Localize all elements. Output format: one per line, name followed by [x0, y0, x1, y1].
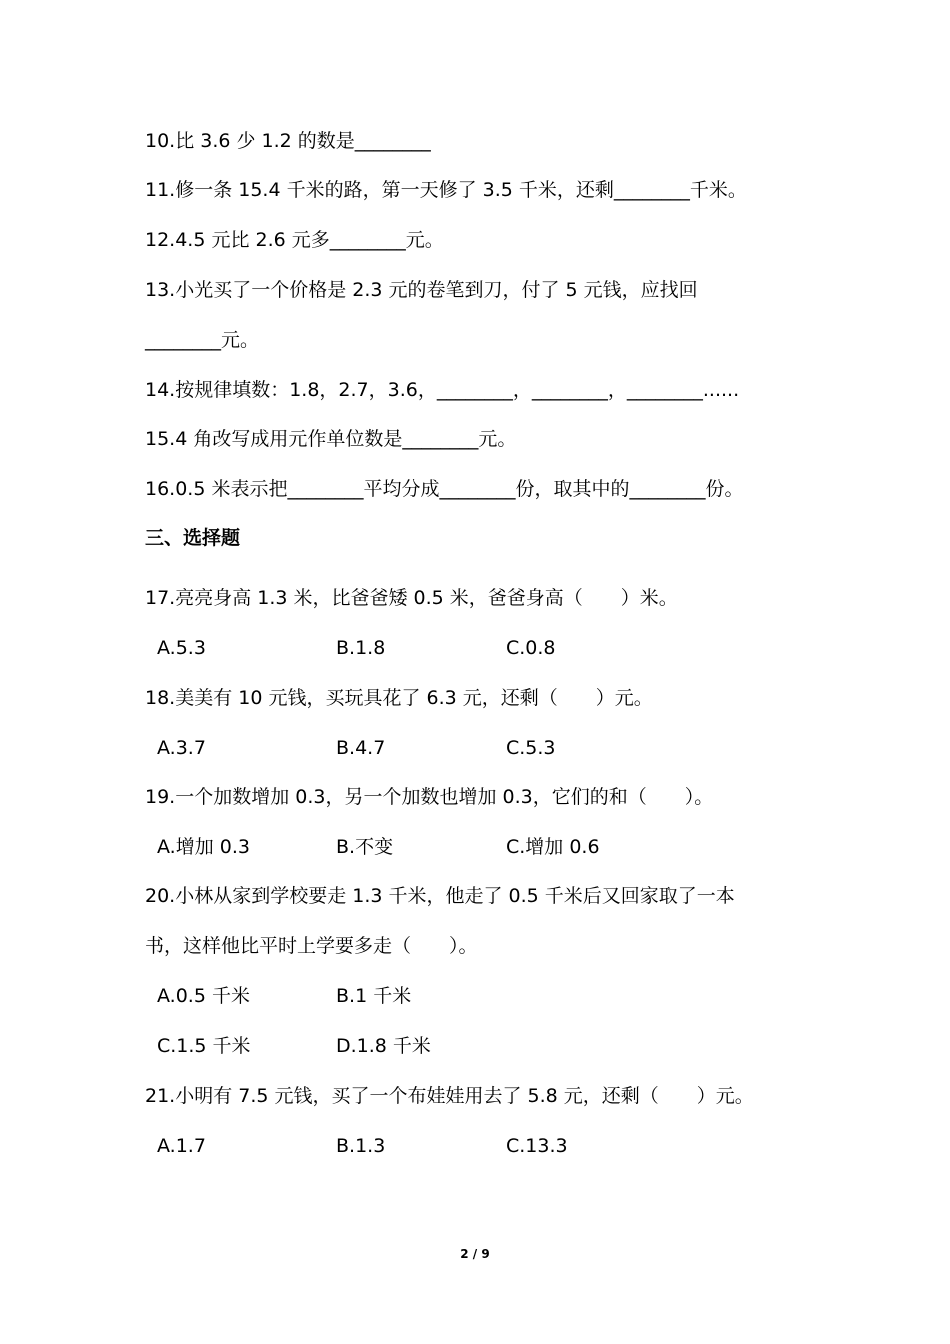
- q18-option-b: B.4.7: [336, 737, 386, 759]
- question-17: 17.亮亮身高 1.3 米，比爸爸矮 0.5 米，爸爸身高（ ）米。: [145, 587, 678, 609]
- q19-option-c: C.增加 0.6: [506, 836, 600, 858]
- question-18: 18.美美有 10 元钱，买玩具花了 6.3 元，还剩（ ）元。: [145, 687, 653, 709]
- q21-option-a: A.1.7: [157, 1135, 206, 1157]
- q18-option-c: C.5.3: [506, 737, 556, 759]
- q17-option-b: B.1.8: [336, 637, 386, 659]
- q21-option-c: C.13.3: [506, 1135, 568, 1157]
- page-number: 2 / 9: [460, 1247, 490, 1261]
- section-heading: 三、选择题: [145, 527, 241, 549]
- q19-option-a: A.增加 0.3: [157, 836, 250, 858]
- question-20-line-1: 20.小林从家到学校要走 1.3 千米，他走了 0.5 千米后又回家取了一本: [145, 885, 735, 907]
- question-15: 15.4 角改写成用元作单位数是________元。: [145, 428, 517, 450]
- q20-option-d: D.1.8 千米: [336, 1035, 431, 1057]
- question-10: 10.比 3.6 少 1.2 的数是________: [145, 130, 431, 152]
- question-13-line-2: ________元。: [145, 329, 260, 351]
- q20-option-a: A.0.5 千米: [157, 985, 250, 1007]
- q17-option-a: A.5.3: [157, 637, 206, 659]
- question-16: 16.0.5 米表示把________平均分成________份，取其中的________份。: [145, 478, 744, 500]
- question-11: 11.修一条 15.4 千米的路，第一天修了 3.5 千米，还剩________千米。: [145, 179, 747, 201]
- question-21: 21.小明有 7.5 元钱，买了一个布娃娃用去了 5.8 元，还剩（ ）元。: [145, 1085, 754, 1107]
- q19-option-b: B.不变: [336, 836, 394, 858]
- q20-option-c: C.1.5 千米: [157, 1035, 251, 1057]
- question-13-line-1: 13.小光买了一个价格是 2.3 元的卷笔到刀，付了 5 元钱，应找回: [145, 279, 698, 301]
- question-12: 12.4.5 元比 2.6 元多________元。: [145, 229, 444, 251]
- q17-option-c: C.0.8: [506, 637, 556, 659]
- question-20-line-2: 书，这样他比平时上学要多走（ ）。: [145, 935, 478, 957]
- question-19: 19.一个加数增加 0.3，另一个加数也增加 0.3，它们的和（ ）。: [145, 786, 714, 808]
- q18-option-a: A.3.7: [157, 737, 206, 759]
- question-14: 14.按规律填数：1.8，2.7，3.6，________，________，________......: [145, 379, 740, 401]
- q20-option-b: B.1 千米: [336, 985, 412, 1007]
- q21-option-b: B.1.3: [336, 1135, 386, 1157]
